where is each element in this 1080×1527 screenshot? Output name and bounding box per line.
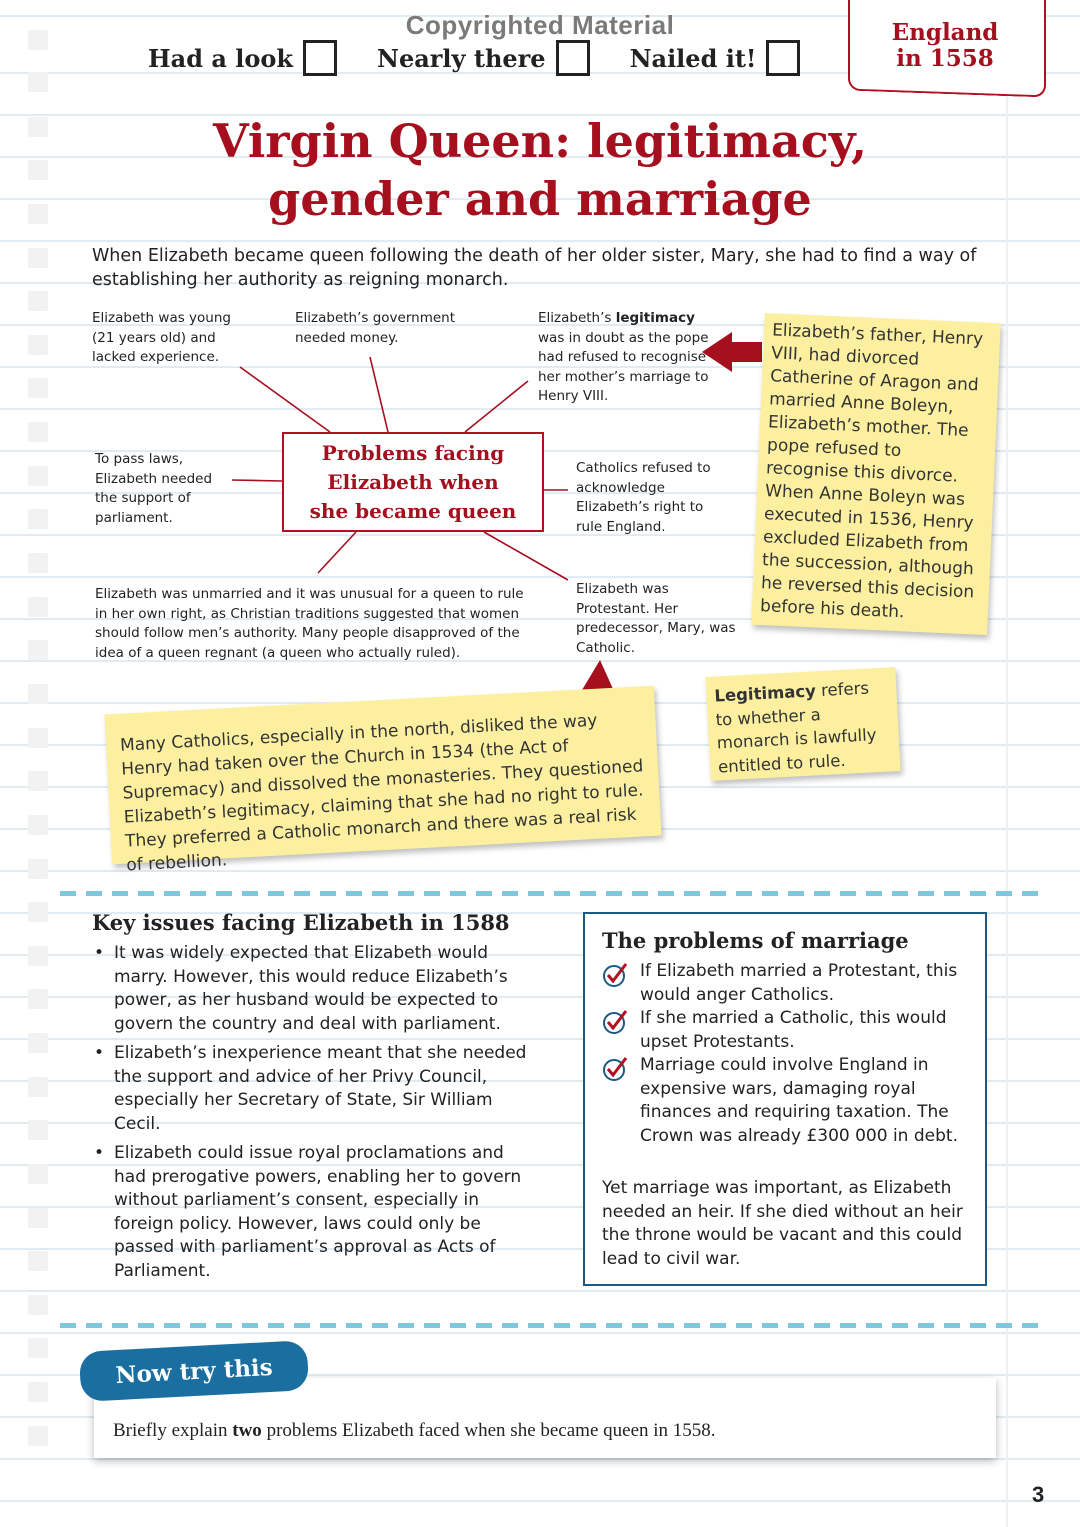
intro-text: When Elizabeth became queen following the death of her older sister, Mary, she had to find a way of establishing her authority as reigning monarch. [92,246,977,290]
marriage-footer: Yet marriage was important, as Elizabeth needed an heir. If she died without an heir the throne would be vacant and this could lead to civil war. [602,1178,963,1269]
prompt-keyword: two [232,1420,262,1441]
checkmark-icon [602,1056,628,1082]
marriage-item-text: Marriage could involve England in expensive wars, damaging royal finances and requiring taxation. The Crown was already £300 000 in debt. [640,1055,958,1146]
sticky-note-catholics: Many Catholics, especially in the north, disliked the way Henry had taken over the Church in 1534 (the Act of Supremacy) and dissolved the monasteries. They questioned Elizabeth’s legitimacy, claiming that she had no right to rule. They preferred a Catholic monarch and there was a real risk of rebellion. [104,686,661,865]
now-try-this-prompt [113,1420,716,1442]
key-issues-list [92,942,532,1289]
sticky-note-henry: Elizabeth’s father, Henry VIII, had divorced Catherine of Aragon and married Anne Boleyn, Elizabeth’s mother. The pope refused to recognise this divorce. When Anne Boleyn was executed in 1536, Henry excluded Elizabeth from the succession, although he reversed this decision before his death. [751,313,1000,635]
binder-hole [28,1295,48,1315]
binder-hole [28,1164,48,1184]
node-protestant: Elizabeth was Protestant. Her predecessor, Mary, was Catholic. [576,581,736,656]
list-item: • Elizabeth could issue royal proclamations and had prerogative powers, enabling her to govern without parliament’s consent, especially in foreign policy. However, laws could only be passed with parliament’s approval as Acts of Parliament. [92,1142,532,1283]
center-line: Problems facing [321,440,505,465]
diagram-center-box [282,432,544,532]
node-money: Elizabeth’s government needed money. [295,310,456,346]
marriage-list [602,960,972,1148]
binder-hole [28,989,48,1009]
list-item: • It was widely expected that Elizabeth would marry. However, this would reduce Elizabeth’s power, as her husband would be expected to govern the country and deal with parliament. [92,942,532,1036]
node-text: Elizabeth’s [538,310,616,326]
list-item [602,960,972,1007]
keyword-legitimacy: Legitimacy [713,681,817,706]
checkmark-icon [602,1009,628,1035]
binder-hole [28,1426,48,1446]
definition-text: refers to whether a monarch is lawfully entitled to rule. [715,678,877,776]
title-line: Virgin Queen: legitimacy, [212,114,868,168]
binder-hole [28,1033,48,1053]
list-item: • Elizabeth’s inexperience meant that she needed the support and advice of her Privy Council, especially her Secretary of State, Sir William Cecil. [92,1042,532,1136]
node-legitimacy [538,309,718,407]
marriage-item-text: If Elizabeth married a Protestant, this would anger Catholics. [640,961,958,1005]
prompt-text: problems Elizabeth faced when she became queen in 1558. [261,1420,716,1441]
list-item [602,1007,972,1054]
section-divider [60,1323,1040,1328]
page-number: 3 [1032,1482,1045,1507]
now-try-this-label: Now try this [114,1353,274,1389]
binder-hole [28,1077,48,1097]
binder-hole [28,1338,48,1358]
center-line: she became queen [309,498,517,523]
section-divider [60,891,1040,896]
binder-hole [28,1208,48,1228]
binder-hole [28,902,48,922]
marriage-item-text: If she married a Catholic, this would upset Protestants. [640,1008,947,1052]
binder-hole [28,946,48,966]
prompt-text: Briefly explain [113,1420,233,1441]
section-tag-line: England [891,19,999,46]
title-line: gender and marriage [268,172,812,226]
key-issues-title: Key issues facing Elizabeth in 1588 [92,910,510,935]
binder-hole [28,1382,48,1402]
diagram-center-label [310,439,517,526]
binder-hole [28,1251,48,1271]
list-item [602,1054,972,1148]
progress-label: Nailed it! [629,43,757,73]
progress-label: Had a look [148,43,294,73]
node-unmarried: Elizabeth was unmarried and it was unusual for a queen to rule in her own right, as Christian traditions suggested that women should follow men’s authority. Many people disapproved of the idea of a queen regnant (a queen who actually ruled). [95,586,524,661]
copyright-watermark: Copyrighted Material [405,10,675,40]
node-parliament: To pass laws, Elizabeth needed the support of parliament. [95,451,213,526]
node-catholics: Catholics refused to acknowledge Elizabeth’s right to rule England. [576,460,711,535]
sticky-note-legitimacy-definition [705,667,900,781]
node-text: was in doubt as the pope had refused to recognise her mother’s marriage to Henry VIII. [538,329,709,404]
keyword-legitimacy: legitimacy [615,310,695,326]
section-tag-line: in 1558 [896,45,994,72]
marriage-title: The problems of marriage [602,928,909,953]
binder-hole [28,1120,48,1140]
center-line: Elizabeth when [327,469,499,494]
checkmark-icon [602,962,628,988]
progress-label: Nearly there [377,43,546,73]
node-young: Elizabeth was young (21 years old) and lacked experience. [92,310,231,365]
